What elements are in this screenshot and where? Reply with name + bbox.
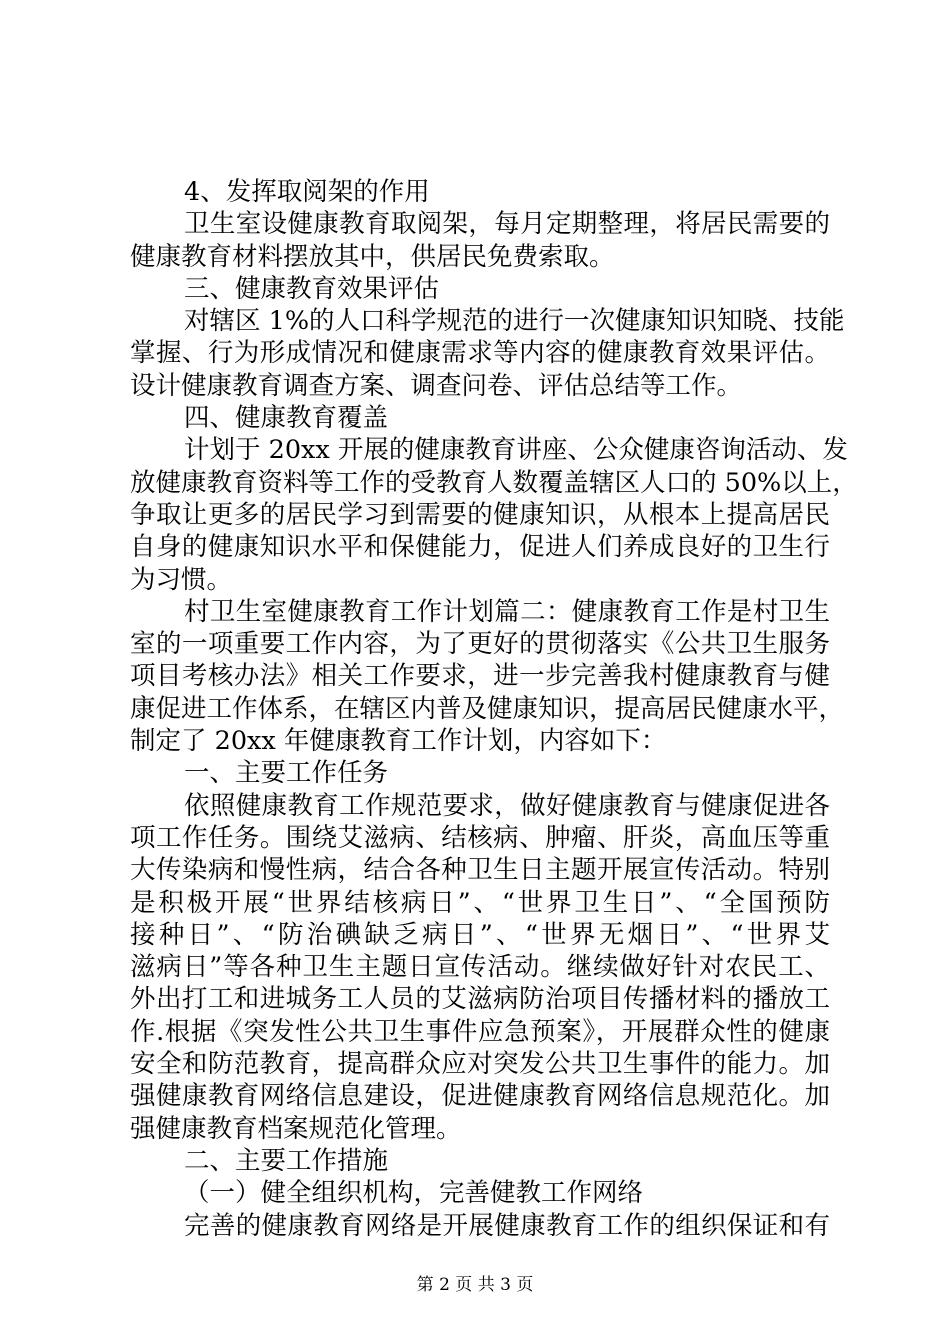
text-line: 安全和防范教育，提高群众应对突发公共卫生事件的能力。加 — [130, 1049, 830, 1080]
text-line: 滋病日”等各种卫生主题日宣传活动。继续做好针对农民工、 — [130, 952, 830, 983]
page-footer: 第 2 页 共 3 页 — [416, 1275, 534, 1295]
text-line: 自身的健康知识水平和保健能力，促进人们养成良好的卫生行 — [130, 532, 830, 563]
text-line: （一）健全组织机构，完善健教工作网络 — [184, 1178, 644, 1209]
text-line: 制定了 20xx 年健康教育工作计划，内容如下： — [130, 726, 667, 757]
text-line: 项工作任务。围绕艾滋病、结核病、肿瘤、肝炎，高血压等重 — [130, 822, 830, 853]
text-line: 卫生室设健康教育取阅架，每月定期整理，将居民需要的 — [184, 209, 830, 240]
text-line: 强健康教育网络信息建设，促进健康教育网络信息规范化。加 — [130, 1081, 830, 1112]
text-line: 完善的健康教育网络是开展健康教育工作的组织保证和有 — [184, 1210, 830, 1241]
text-line: 项目考核办法》相关工作要求，进一步完善我村健康教育与健 — [130, 661, 830, 692]
text-line: 依照健康教育工作规范要求，做好健康教育与健康促进各 — [184, 790, 830, 821]
text-line: 三、健康教育效果评估 — [184, 273, 440, 304]
text-line: 为习惯。 — [130, 564, 233, 595]
text-line: 四、健康教育覆盖 — [184, 403, 389, 434]
text-line: 掌握、行为形成情况和健康需求等内容的健康教育效果评估。 — [130, 338, 830, 369]
text-line: 二、主要工作措施 — [184, 1145, 389, 1176]
text-line: 计划于 20xx 开展的健康教育讲座、公众健康咨询活动、发 — [184, 435, 848, 466]
text-line: 大传染病和慢性病，结合各种卫生日主题开展宣传活动。特别 — [130, 855, 830, 886]
text-line: 设计健康教育调查方案、调查问卷、评估总结等工作。 — [130, 370, 743, 401]
text-line: 4、发挥取阅架的作用 — [184, 177, 430, 207]
text-line: 是积极开展“世界结核病日”、“世界卫生日”、“全国预防 — [130, 887, 830, 918]
text-line: 对辖区 1%的人口科学规范的进行一次健康知识知晓、技能 — [184, 306, 845, 337]
text-line: 村卫生室健康教育工作计划篇二：健康教育工作是村卫生 — [184, 596, 830, 627]
text-line: 强健康教育档案规范化管理。 — [130, 1113, 462, 1144]
text-line: 接种日”、“防治碘缺乏病日”、“世界无烟日”、“世界艾 — [130, 919, 830, 950]
text-line: 一、主要工作任务 — [184, 758, 389, 789]
document-body — [130, 176, 858, 1242]
text-line: 放健康教育资料等工作的受教育人数覆盖辖区人口的 50%以上， — [130, 467, 858, 498]
text-line: 争取让更多的居民学习到需要的健康知识，从根本上提高居民 — [130, 499, 830, 530]
text-line: 康促进工作体系，在辖区内普及健康知识，提高居民健康水平， — [130, 693, 845, 724]
text-line: 外出打工和进城务工人员的艾滋病防治项目传播材料的播放工 — [130, 984, 830, 1015]
text-line: 室的一项重要工作内容，为了更好的贯彻落实《公共卫生服务 — [130, 629, 830, 660]
text-line: 健康教育材料摆放其中，供居民免费索取。 — [130, 241, 615, 272]
text-line: 作.根据《突发性公共卫生事件应急预案》，开展群众性的健康 — [130, 1016, 830, 1047]
